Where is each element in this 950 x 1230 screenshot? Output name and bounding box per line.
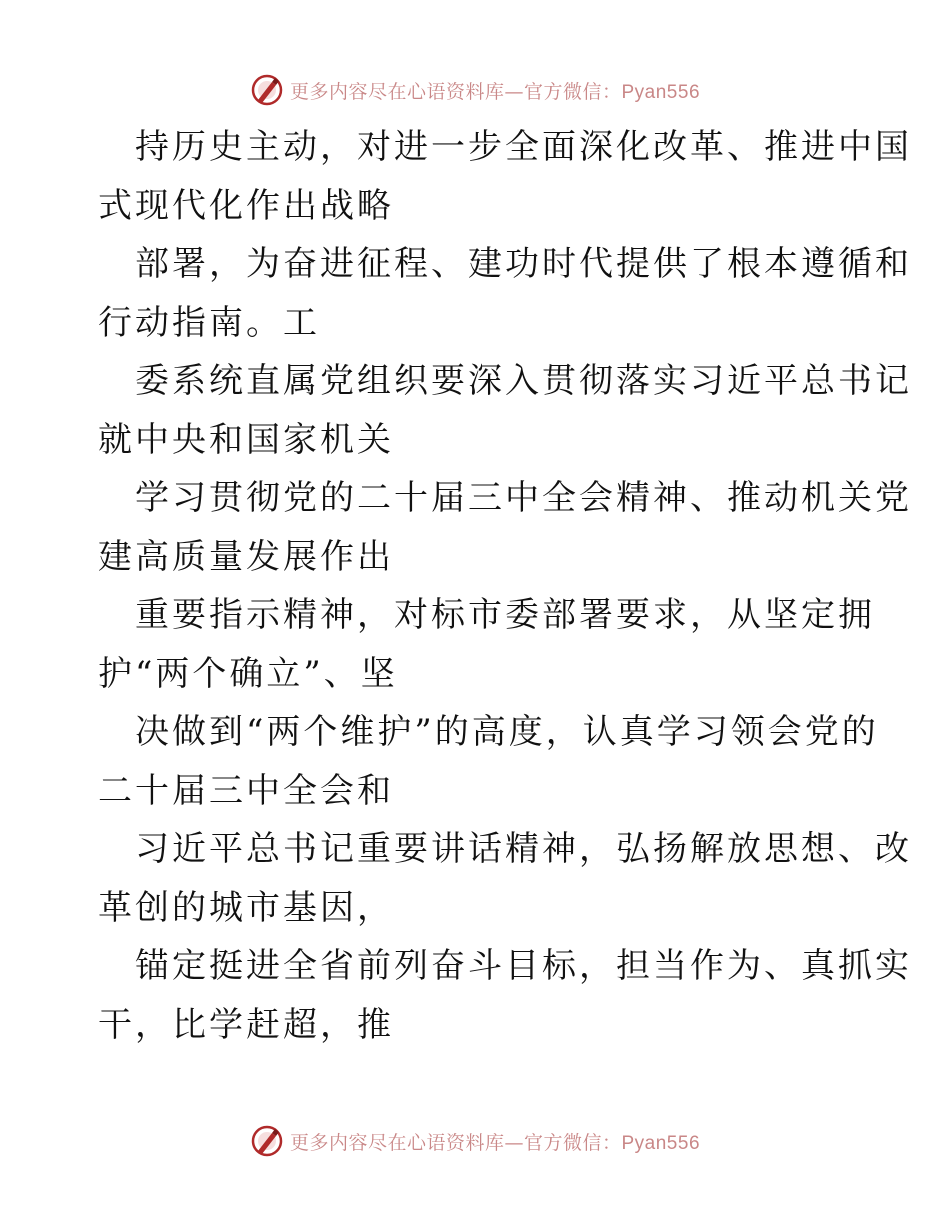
wechat-id: Pyan556	[621, 81, 701, 103]
document-body	[98, 118, 912, 1054]
text-line-16: 干，比学赶超，推	[98, 1004, 394, 1045]
pen-logo-icon	[250, 73, 284, 107]
watermark-text: 更多内容尽在心语资料库—官方微信：Pyan556	[289, 1131, 701, 1154]
header-watermark	[0, 70, 950, 110]
text-line-12: 二十届三中全会和	[98, 770, 394, 811]
text-line-11: 决做到“两个维护”的高度，认真学习领会党的	[135, 712, 879, 752]
text-line-1: 持历史主动，对进一步全面深化改革、推进中国	[135, 127, 912, 167]
text-line-2: 式现代化作出战略	[98, 185, 394, 226]
pen-logo-icon	[250, 1124, 284, 1158]
footer-watermark	[0, 1121, 950, 1161]
text-line-7: 学习贯彻党的二十届三中全会精神、推动机关党	[135, 478, 912, 518]
text-line-4: 行动指南。工	[98, 302, 320, 343]
text-line-6: 就中央和国家机关	[98, 419, 394, 460]
text-line-13: 习近平总书记重要讲话精神，弘扬解放思想、改	[135, 829, 912, 869]
wechat-id: Pyan556	[621, 1132, 701, 1154]
watermark-text: 更多内容尽在心语资料库—官方微信：Pyan556	[289, 80, 701, 103]
text-line-8: 建高质量发展作出	[98, 536, 394, 577]
text-line-3: 部署，为奋进征程、建功时代提供了根本遵循和	[135, 244, 912, 284]
text-line-14: 革创的城市基因，	[98, 887, 394, 928]
text-line-10: 护“两个确立”、坚	[98, 653, 398, 694]
text-line-5: 委系统直属党组织要深入贯彻落实习近平总书记	[135, 361, 912, 401]
text-line-15: 锚定挺进全省前列奋斗目标，担当作为、真抓实	[135, 946, 912, 986]
text-line-9: 重要指示精神，对标市委部署要求，从坚定拥	[135, 595, 875, 635]
